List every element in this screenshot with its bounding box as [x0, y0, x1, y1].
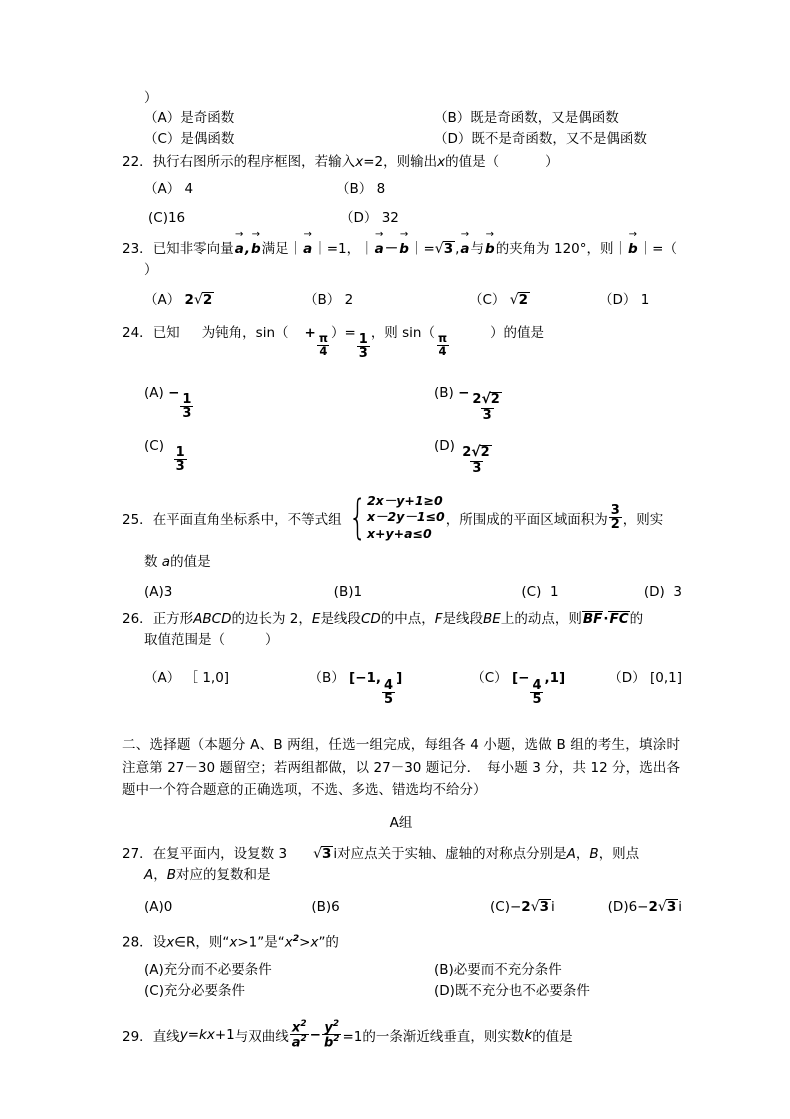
q27-radicand: 3 [322, 846, 332, 863]
q26-label-abcd: ABCD [193, 611, 232, 628]
q23-radicand: 3 [443, 241, 454, 257]
q26-vector-bf: BF [582, 611, 603, 628]
q25-stem-line2-a: 数 [144, 554, 158, 571]
page-content [122, 88, 682, 1050]
q26-option-d-value: [0,1] [649, 670, 682, 687]
q24-frac2-num: 1 [358, 332, 368, 348]
q27-option-d-pre: 6− [628, 899, 649, 916]
q28-option-b[interactable]: (B)必要而不充分条件 [434, 961, 562, 978]
q23-option-b-label: （B） [304, 292, 341, 308]
q26-option-b[interactable] [308, 668, 471, 706]
q26-option-d-label: （D） [608, 670, 646, 687]
q29-stem-part2: 与双曲线 [234, 1028, 289, 1045]
q23-diff-b: b → [398, 239, 410, 260]
q23-option-a-radsign: √ [193, 292, 203, 308]
q25-option-a-label: (A) [144, 584, 164, 601]
section-2-instructions: 二、选择题（本题分 A、B 两组，任选一组完成，每组各 4 小题，选做 B 组的考生，填涂时注意第 27－30 题留空；若两组都做，以 27－30 题记分． 每小题 3 分，共 12 分，选出各题中一个符合题意的正确选项，不选、多选、错选均不给分） [122, 737, 680, 799]
q26-option-c-den: 5 [532, 691, 542, 707]
question-24 [122, 323, 682, 361]
question-29 [122, 1020, 682, 1050]
q29-frac2-num [322, 1020, 341, 1035]
q26-option-b-fraction [382, 679, 395, 707]
q27-option-b[interactable] [311, 897, 490, 918]
q27-stem-line2 [122, 865, 682, 885]
q25-option-d-label: (D) [643, 584, 665, 601]
q25-option-b-label: (B) [333, 584, 354, 601]
q26-vector-fc: FC [609, 611, 629, 628]
q27-line2-comma: ， [153, 867, 167, 884]
q24-option-b-label: (B) [434, 384, 454, 401]
q24-stem-part4: ，则 sin（ [370, 325, 435, 341]
q22-stem-part4: ） [545, 154, 559, 170]
q25-option-a-value: 3 [163, 584, 173, 601]
q26-label-be: BE [483, 611, 501, 628]
q23-option-b[interactable] [304, 290, 469, 311]
q29-frac2-num-var: y [324, 1019, 333, 1035]
q25-option-b-value: 1 [353, 584, 363, 601]
q22-option-d-value: 32 [381, 210, 399, 226]
q28-expr1-rest: >1 [237, 934, 258, 951]
q26-stem-part7: 的 [629, 611, 644, 628]
q29-stem-part4: 的值是 [532, 1028, 573, 1045]
q21-option-b[interactable]: （B）既是奇函数，又是偶函数 [434, 110, 619, 126]
q25-stem-part1: 在平面直角坐标系中，不等式组 [152, 511, 342, 528]
q24-option-d-den: 3 [472, 460, 482, 476]
q24-option-b-num [470, 392, 503, 408]
q22-option-a[interactable] [122, 179, 336, 200]
q28-stem-part2: ∈R，则“ [174, 934, 230, 951]
q24-option-d-coef: 2 [462, 445, 472, 460]
q25-stem-line2 [122, 552, 682, 572]
q22-stem-part1: 执行右图所示的程序框图，若输入 [152, 154, 356, 170]
q22-option-a-value: 4 [184, 181, 194, 197]
q29-equals: = [187, 1026, 199, 1043]
q23-option-c-label: （C） [469, 292, 506, 308]
q27-option-c-label: (C) [490, 899, 510, 916]
q27-option-a[interactable] [122, 897, 311, 918]
q27-option-c-radsign: √ [530, 899, 540, 916]
q27-comma-1: ， [575, 846, 590, 863]
q24-stem-part1: 已知 [152, 325, 180, 341]
q29-var-y: y [179, 1026, 188, 1043]
q26-option-b-label: （B） [308, 670, 345, 687]
q24-option-d[interactable] [434, 436, 495, 475]
q24-option-a-den: 3 [182, 406, 192, 422]
q22-stem-part3: 的值是（ [445, 154, 500, 170]
q24-option-b-den: 3 [482, 407, 492, 423]
q25-option-c-label: (C) [521, 584, 542, 601]
q24-option-c-num: 1 [175, 445, 185, 460]
q26-option-c-fraction [530, 679, 543, 707]
q24-fraction-pi-4-first [317, 330, 330, 358]
q23-option-c-rad: 2 [518, 292, 529, 308]
q25-option-c[interactable] [521, 582, 644, 603]
q23-comma: , [244, 241, 250, 257]
q27-option-b-value: 6 [331, 899, 340, 916]
q24-option-c-den: 3 [175, 459, 185, 475]
q23-option-c[interactable] [469, 290, 599, 311]
q22-option-c-value: 16 [167, 210, 186, 226]
q23-angle-a: a → [459, 239, 470, 260]
q25-option-d-value: 3 [673, 584, 682, 601]
q29-minus: − [309, 1026, 321, 1043]
q27-line2-rest: 对应的复数和是 [176, 867, 271, 884]
q29-var-k: k [199, 1026, 207, 1043]
question-23 [122, 239, 682, 260]
q24-option-a-fraction [180, 393, 193, 421]
q22-option-c-label: (C) [148, 210, 168, 226]
q22-number: 22． [122, 154, 153, 170]
q24-stem-part5: ）的值是 [490, 325, 545, 341]
q24-option-d-num [460, 445, 493, 461]
q25-option-d[interactable] [644, 582, 682, 603]
q25-inequality-3: x+y+a≤0 [366, 525, 432, 541]
q23-abs-a: a → [302, 239, 313, 260]
q28-var-x: x [166, 934, 175, 951]
q27-option-d-i: i [678, 899, 682, 916]
q28-stem-part3: ”是“ [257, 934, 285, 951]
q25-stem-line2-var: a [161, 554, 171, 571]
q21-close-paren: ） [144, 90, 158, 106]
q26-label-f: F [434, 611, 443, 628]
q27-option-d-radsign: √ [657, 899, 667, 916]
q27-stem-part2: 对应点关于实轴、虚轴的对称点分别是 [337, 846, 567, 863]
q26-stem-part2: 的边长为 2， [231, 611, 312, 628]
q22-option-c[interactable] [122, 208, 340, 229]
q26-label-cd: CD [360, 611, 381, 628]
q23-text-end: ｜=（ [638, 241, 677, 257]
q29-var-x: x [206, 1026, 215, 1043]
q26-stem-part1: 正方形 [152, 611, 194, 628]
q24-frac1-den: 4 [319, 343, 328, 358]
q25-stem-line2-b: 的值是 [170, 554, 211, 571]
q23-option-d[interactable] [599, 290, 649, 311]
q24-option-c[interactable] [122, 436, 434, 475]
q25-inequality-1: 2x－y+1≥0 [366, 492, 443, 508]
q26-option-a[interactable] [122, 668, 308, 706]
q24-frac2-den: 3 [358, 346, 368, 362]
q23-option-d-value: 1 [640, 292, 650, 308]
q26-label-e: E [311, 611, 321, 628]
q25-area-fraction [609, 504, 622, 532]
question-26 [122, 609, 682, 630]
q27-point-a: A [566, 846, 576, 863]
q23-option-a-label: （A） [144, 292, 181, 308]
q28-expr1-var: x [229, 934, 238, 951]
q27-line2-point-a: A [144, 867, 154, 884]
q24-option-a-label: (A) [144, 384, 164, 401]
q23-option-a-rad: 2 [202, 292, 213, 308]
q24-plus: + [304, 325, 316, 341]
q27-stem-part3: ，则点 [598, 846, 640, 863]
q28-expr2-var: x [284, 934, 293, 951]
q26-stem-line2-end: ） [265, 632, 279, 649]
q25-brace: { [348, 490, 367, 545]
q24-frac1-num: π [318, 330, 328, 345]
q24-option-b-sign: − [458, 384, 470, 401]
question-25 [122, 490, 682, 545]
q23-text-satisfy: 满足｜ [261, 241, 303, 257]
q26-stem-part5: 是线段 [442, 611, 484, 628]
q27-option-b-label: (B) [311, 899, 332, 916]
q23-diff-a: a → [374, 239, 385, 260]
q22-option-d-label: （D） [340, 210, 378, 226]
q27-option-c[interactable] [490, 897, 608, 918]
question-28 [122, 928, 682, 954]
q26-option-b-pre: [−1, [349, 670, 382, 687]
q24-fraction-one-third [357, 333, 370, 361]
q26-option-b-post: ] [396, 670, 403, 687]
q24-frac3-num: π [437, 330, 448, 345]
q24-option-d-radsign: √ [471, 444, 481, 460]
q25-stem-part2: ，所围成的平面区域面积为 [445, 511, 608, 528]
q26-dot-product-symbol: · [603, 611, 609, 628]
q26-option-c-num: 4 [532, 677, 542, 693]
q25-inequality-system [343, 490, 445, 545]
q24-number: 24． [122, 325, 153, 341]
group-a-title: A组 [389, 814, 413, 831]
q26-stem-part4: 的中点， [380, 611, 435, 628]
q27-option-d-coef: 2 [648, 899, 658, 916]
question-22 [122, 152, 682, 173]
q24-option-b[interactable] [434, 383, 505, 422]
q27-radical-sign: √ [313, 846, 322, 863]
q23-text-known: 已知非零向量 [152, 241, 234, 257]
q24-option-b-coef: 2 [472, 391, 482, 407]
q28-option-c[interactable]: (C)充分必要条件 [144, 982, 245, 999]
q22-option-b-label: （B） [336, 181, 373, 197]
q23-eq-one: ｜=1，｜ [313, 241, 374, 257]
q22-var-x2: x [437, 154, 446, 170]
q22-option-b[interactable] [336, 179, 385, 200]
q29-frac1-num-var: x [291, 1019, 301, 1035]
q24-fraction-pi-4-second [436, 330, 449, 358]
q25-option-c-value: 1 [549, 584, 559, 601]
q27-option-a-label: (A) [144, 899, 164, 916]
q23-eq-sqrt: ｜= [409, 241, 435, 257]
q24-option-b-fraction [470, 392, 503, 422]
q26-stem-part6: 上的动点，则 [500, 611, 582, 628]
question-27 [122, 844, 682, 865]
q29-fraction-y2-b2 [322, 1020, 341, 1050]
q29-fraction-x2-a2 [290, 1020, 309, 1050]
q25-stem-part3: ，则实 [622, 511, 664, 528]
q24-stem-part3: ）= [330, 325, 356, 341]
q29-frac2-num-sup: 2 [332, 1018, 340, 1029]
q24-option-c-fraction [174, 446, 187, 474]
q28-expr2-var2: x [310, 934, 319, 951]
q29-frac1-num [290, 1020, 309, 1035]
q26-option-b-den: 5 [384, 691, 394, 707]
q24-option-d-fraction [460, 445, 493, 475]
q27-option-c-sign: − [509, 899, 522, 916]
q23-text-angle: 的夹角为 120°，则｜ [495, 241, 627, 257]
q26-option-d[interactable] [608, 668, 682, 706]
q23-minus: － [384, 241, 399, 257]
q24-option-a-num: 1 [182, 391, 192, 407]
q29-stem-part3: =1的一条渐近线垂直，则实数 [342, 1028, 525, 1045]
q28-stem-part1: 设 [152, 934, 167, 951]
q25-option-a[interactable] [122, 582, 334, 603]
q28-expr2-exponent: 2 [292, 933, 300, 945]
q24-option-b-rad: 2 [490, 391, 500, 407]
q29-frac1-den-var: a [291, 1035, 301, 1051]
q25-inequality-2: x－2y－1≤0 [366, 509, 445, 525]
q28-option-a[interactable]: (A)充分而不必要条件 [144, 961, 272, 978]
q29-stem-part1: 直线 [152, 1028, 180, 1045]
q24-option-c-label: (C) [144, 437, 164, 454]
q23-close-paren: ） [144, 262, 158, 278]
q28-stem-part4: ”的 [318, 934, 339, 951]
q29-plus-one: +1 [214, 1026, 235, 1043]
q23-mod-b: b → [627, 239, 639, 260]
q29-frac1-den-sup: 2 [300, 1034, 307, 1045]
q21-option-d[interactable]: （D）既不是奇函数，又不是偶函数 [434, 131, 647, 147]
q26-option-c-post: ,1] [544, 670, 566, 687]
q28-number: 28． [122, 934, 153, 951]
q23-option-b-value: 2 [344, 292, 354, 308]
q25-option-b[interactable] [334, 582, 522, 603]
q26-option-b-num: 4 [384, 677, 394, 693]
q23-angle-b: b → [484, 239, 496, 260]
q23-number: 23． [122, 241, 153, 257]
q22-option-d[interactable] [340, 208, 399, 229]
q23-radical-sign: √ [434, 241, 444, 257]
q27-imaginary-unit: i [333, 846, 338, 863]
q23-option-a-coef: 2 [184, 292, 194, 308]
q27-line2-point-b: B [166, 867, 177, 884]
q26-option-c[interactable] [471, 668, 608, 706]
q27-option-c-i: i [551, 899, 555, 916]
q29-frac2-den [322, 1034, 341, 1050]
q22-var-x1: x [355, 154, 364, 170]
q25-number: 25． [122, 511, 153, 528]
q27-stem-part1: 在复平面内，设复数 3 [152, 846, 288, 863]
q21-option-c[interactable]: （C）是偶函数 [144, 131, 235, 147]
q21-option-a[interactable]: （A）是奇函数 [144, 110, 235, 126]
q26-option-c-label: （C） [471, 670, 508, 687]
q29-frac1-num-sup: 2 [300, 1018, 307, 1029]
q26-stem-line2-text: 取值范围是（ [144, 632, 225, 649]
q25-area-num: 3 [610, 502, 620, 518]
q27-option-d[interactable] [608, 897, 682, 918]
q29-number: 29． [122, 1028, 153, 1045]
q24-option-a-sign: − [168, 384, 180, 401]
q26-option-c-pre: [− [511, 670, 530, 687]
q23-text-with: 与 [470, 241, 485, 257]
q22-stem-part2: =2，则输出 [363, 154, 438, 170]
q26-stem-part3: 是线段 [320, 611, 361, 628]
q24-stem-part2: 为钝角，sin（ [201, 325, 289, 341]
q23-option-a[interactable] [122, 290, 304, 311]
q24-option-a[interactable] [122, 383, 434, 422]
q26-stem-line2 [122, 630, 682, 650]
q23-vector-b: b → [250, 239, 262, 260]
q27-point-b: B [589, 846, 599, 863]
q27-option-c-rad: 3 [539, 899, 550, 916]
q28-expr2-op: > [299, 934, 311, 951]
q27-number: 27． [122, 846, 153, 863]
q22-option-a-label: （A） [144, 181, 181, 197]
q29-frac2-den-var: b [323, 1035, 334, 1051]
q24-option-d-label: (D) [434, 437, 455, 454]
q22-option-b-value: 8 [376, 181, 386, 197]
q23-option-c-radsign: √ [509, 292, 519, 308]
q26-option-a-value: ［ 1,0] [184, 670, 230, 687]
q27-option-c-coef: 2 [521, 899, 531, 916]
q27-option-d-rad: 3 [666, 899, 677, 916]
q25-area-den: 2 [610, 517, 620, 533]
q29-var-k2: k [524, 1026, 533, 1043]
q24-frac3-den: 4 [438, 343, 447, 358]
q28-option-d[interactable]: (D)既不充分也不必要条件 [434, 982, 590, 999]
q23-text-mid: , [455, 241, 460, 257]
q26-number: 26． [122, 611, 153, 628]
q23-vector-a: a → [234, 239, 245, 260]
q27-option-d-label: (D) [607, 899, 629, 916]
q23-option-d-label: （D） [599, 292, 637, 308]
q26-option-a-label: （A） [144, 670, 181, 687]
q24-option-b-radsign: √ [481, 390, 491, 407]
q29-frac2-den-sup: 2 [333, 1034, 340, 1045]
q24-option-d-rad: 2 [480, 445, 490, 460]
q27-option-a-value: 0 [163, 899, 173, 916]
q29-frac1-den [290, 1034, 309, 1050]
